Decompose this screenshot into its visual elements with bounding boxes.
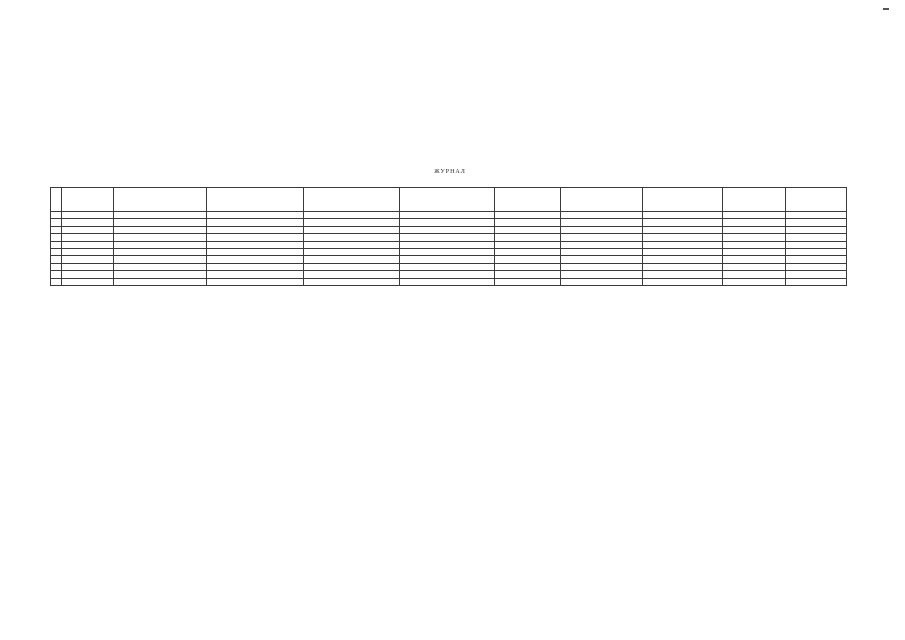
table-cell [723,278,786,285]
table-cell [114,248,207,255]
table-cell [400,256,495,263]
table-cell [495,271,561,278]
table-cell [51,234,62,241]
appendix-note [646,52,846,138]
table-row [51,271,847,278]
table-cell [304,234,400,241]
table-cell [304,271,400,278]
table-cell [786,256,847,263]
table-header-row [51,188,847,212]
table-cell [643,212,723,219]
table-cell [643,248,723,255]
table-row [51,256,847,263]
column-header [561,188,643,212]
table-cell [561,271,643,278]
column-header [304,188,400,212]
table-cell [114,234,207,241]
table-cell [62,278,114,285]
table-cell [207,256,304,263]
table-cell [114,271,207,278]
table-cell [643,256,723,263]
column-header [786,188,847,212]
journal-table [50,187,847,286]
table-cell [400,248,495,255]
column-header [495,188,561,212]
column-header [114,188,207,212]
table-cell [643,278,723,285]
table-cell [304,226,400,233]
table-cell [495,278,561,285]
table-cell [786,219,847,226]
table-cell [207,234,304,241]
table-row [51,278,847,285]
table-cell [62,248,114,255]
table-cell [723,241,786,248]
table-cell [207,226,304,233]
table-cell [51,241,62,248]
table-cell [561,212,643,219]
table-cell [62,226,114,233]
table-cell [643,271,723,278]
table-cell [114,219,207,226]
column-header [400,188,495,212]
table-cell [723,226,786,233]
table-cell [400,263,495,270]
column-header [62,188,114,212]
table-cell [62,234,114,241]
table-cell [207,271,304,278]
table-cell [62,212,114,219]
table-cell [304,256,400,263]
table-cell [207,263,304,270]
table-cell [495,241,561,248]
table-row [51,219,847,226]
table-row [51,212,847,219]
table-cell [400,278,495,285]
column-header [207,188,304,212]
table-cell [114,212,207,219]
journal-title: ЖУРНАЛ [434,169,466,175]
table-cell [51,278,62,285]
table-cell [495,226,561,233]
table-cell [495,234,561,241]
table-cell [561,263,643,270]
table-cell [723,212,786,219]
table-cell [62,219,114,226]
table-cell [207,278,304,285]
table-cell [62,256,114,263]
table-cell [786,248,847,255]
column-header [51,188,62,212]
table-cell [51,212,62,219]
table-cell [723,263,786,270]
table-cell [62,263,114,270]
table-cell [561,234,643,241]
scan-corner-mark [883,8,889,10]
table-cell [51,256,62,263]
table-cell [304,248,400,255]
table-row [51,226,847,233]
table-cell [723,219,786,226]
table-cell [723,248,786,255]
table-cell [723,256,786,263]
table-cell [495,219,561,226]
table-cell [114,241,207,248]
table-cell [400,234,495,241]
table-cell [114,263,207,270]
column-header [723,188,786,212]
appendix-block [646,51,846,138]
table-cell [400,226,495,233]
table-cell [786,234,847,241]
table-cell [643,234,723,241]
column-header [643,188,723,212]
table-cell [400,241,495,248]
table-cell [51,219,62,226]
table-cell [723,271,786,278]
table-cell [643,226,723,233]
table-cell [400,212,495,219]
table-cell [786,271,847,278]
table-cell [400,271,495,278]
table-cell [114,226,207,233]
table-cell [786,241,847,248]
table-cell [304,241,400,248]
table-cell [207,241,304,248]
table-row [51,248,847,255]
table-row [51,234,847,241]
table-cell [561,226,643,233]
table-cell [207,248,304,255]
table-row [51,263,847,270]
table-cell [62,241,114,248]
table-cell [643,219,723,226]
table-cell [786,212,847,219]
table-cell [786,278,847,285]
table-cell [51,271,62,278]
table-cell [51,263,62,270]
table-cell [561,278,643,285]
table-cell [786,263,847,270]
table-cell [723,234,786,241]
table-cell [304,219,400,226]
table-cell [51,248,62,255]
table-cell [304,212,400,219]
table-body [51,212,847,286]
table-cell [495,263,561,270]
table-cell [561,219,643,226]
table-cell [304,278,400,285]
table-cell [561,241,643,248]
table-cell [495,256,561,263]
table-cell [304,263,400,270]
table-cell [561,256,643,263]
table-cell [207,212,304,219]
table-cell [400,219,495,226]
table-cell [114,278,207,285]
table-cell [786,226,847,233]
table-cell [561,248,643,255]
table-cell [207,219,304,226]
table-cell [495,248,561,255]
table-cell [62,271,114,278]
table-cell [114,256,207,263]
journal-subtitle [220,177,680,184]
table-cell [643,241,723,248]
table-row [51,241,847,248]
table-cell [51,226,62,233]
table-cell [495,212,561,219]
table-cell [643,263,723,270]
